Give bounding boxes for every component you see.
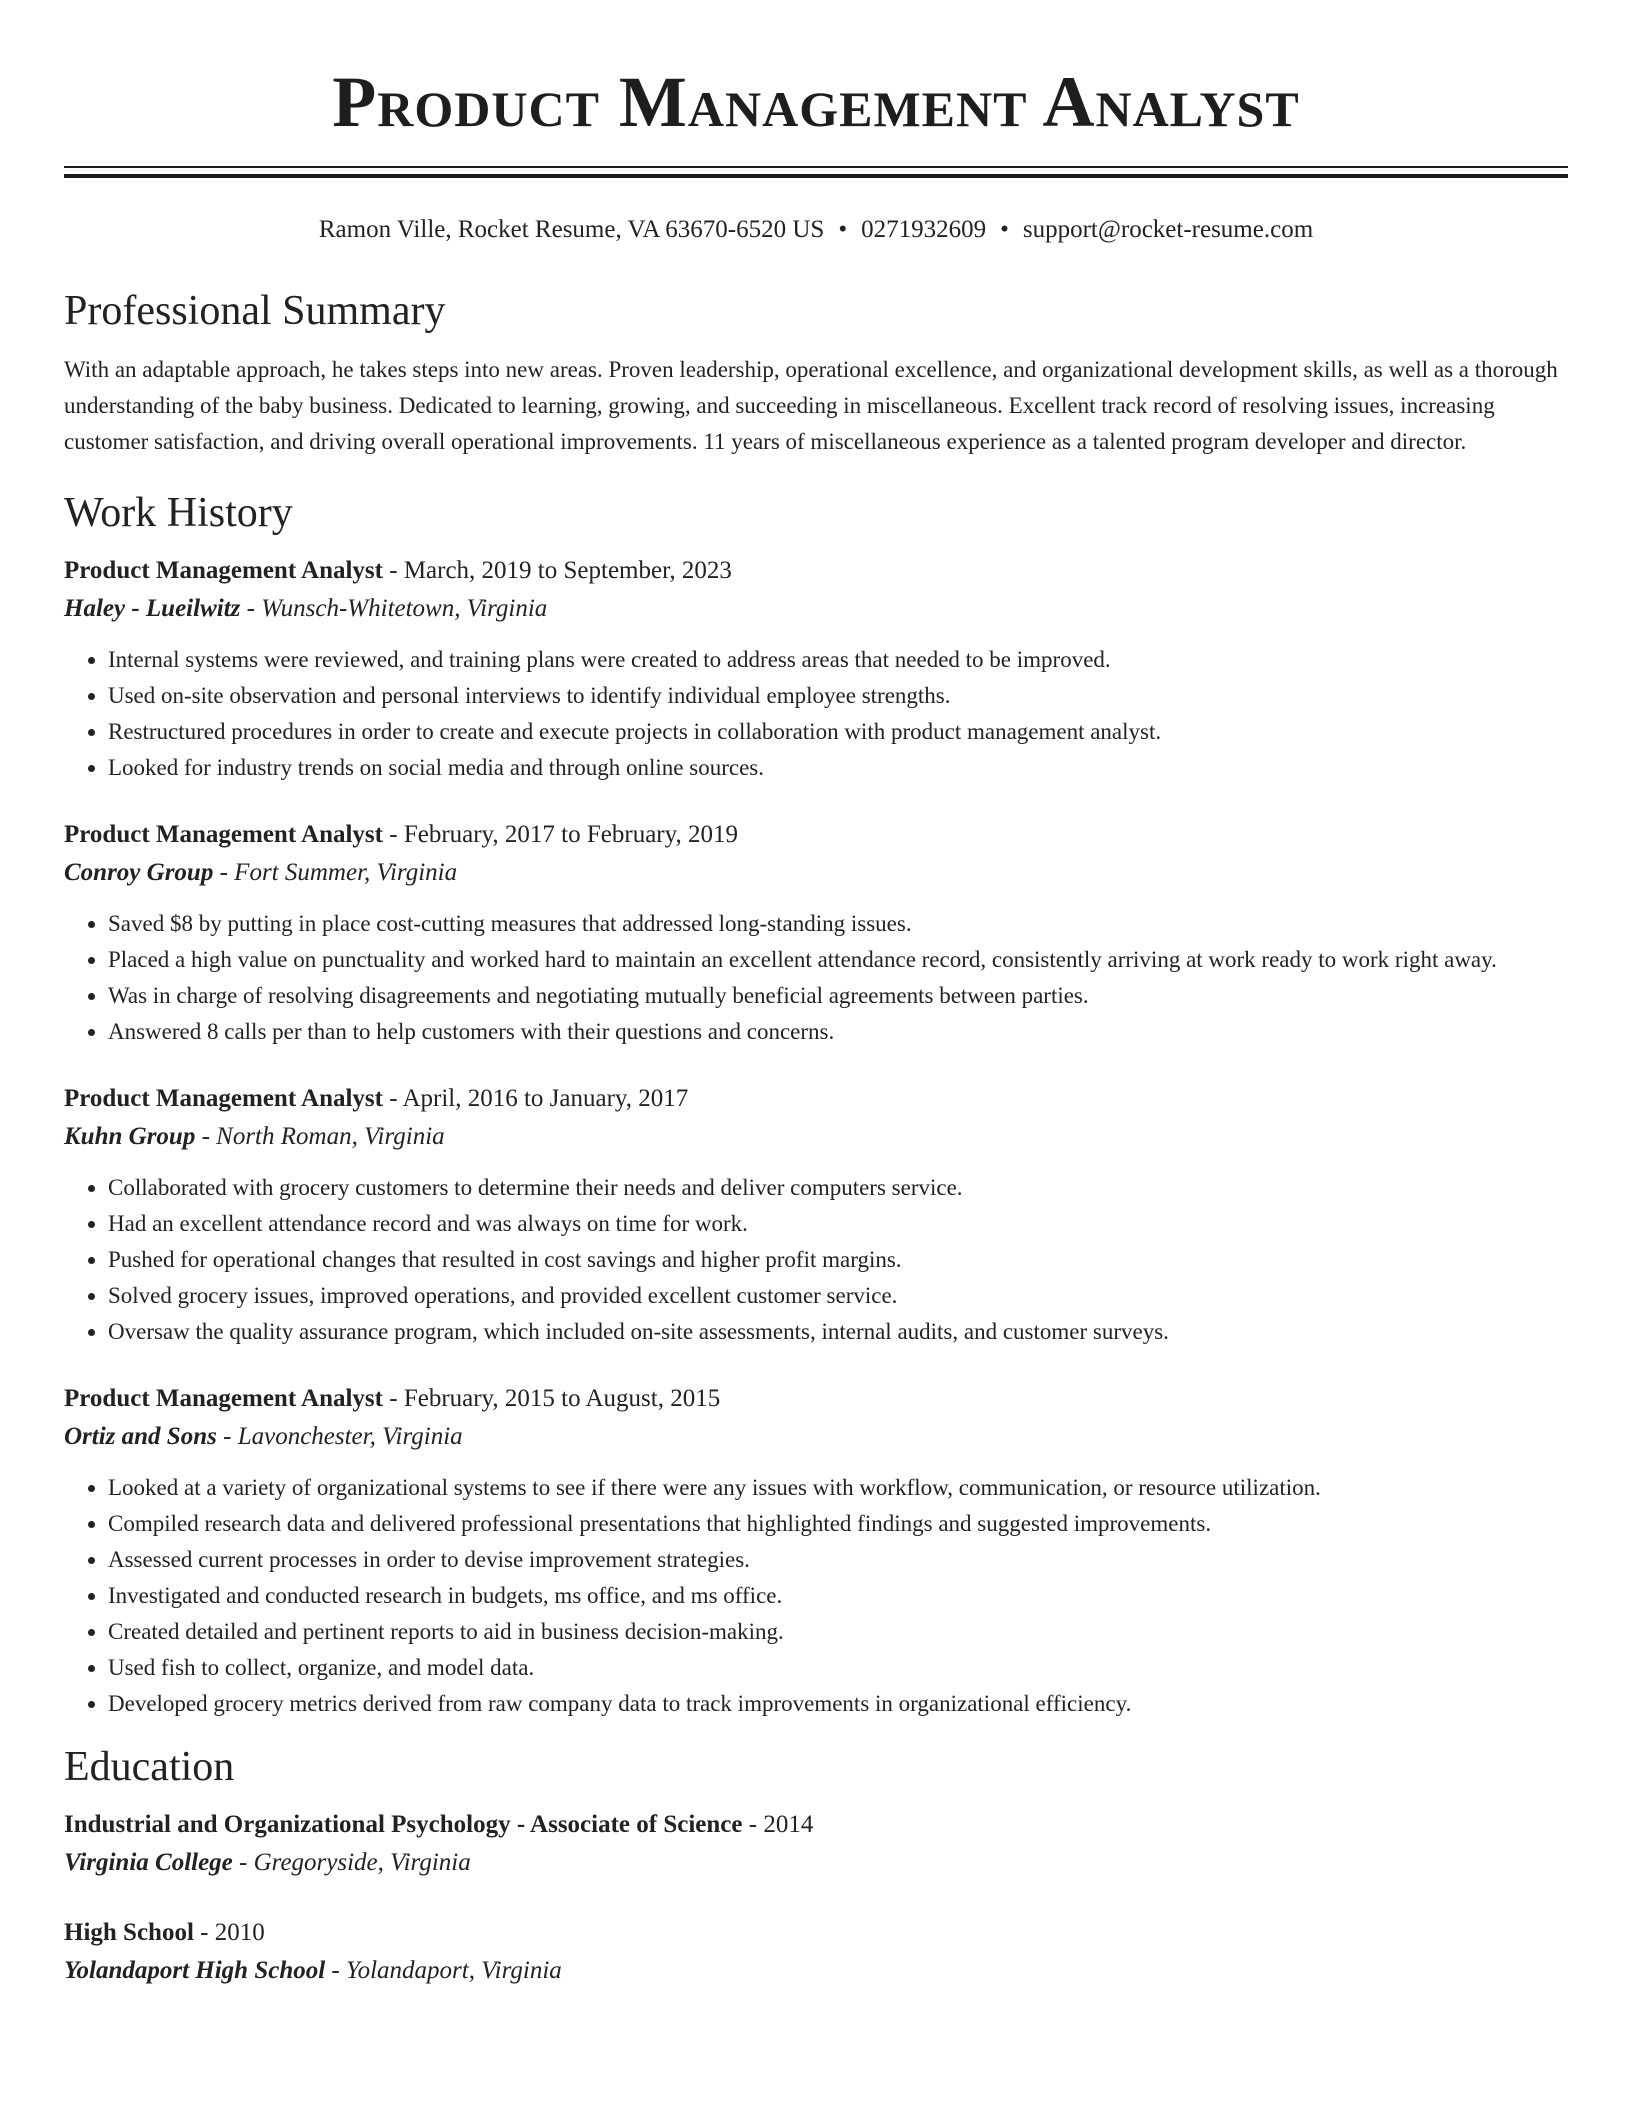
degree-name: High School bbox=[64, 1919, 194, 1946]
contact-phone: 0271932609 bbox=[861, 216, 987, 243]
company-location: Lavonchester, Virginia bbox=[237, 1423, 463, 1450]
company-name: Conroy Group bbox=[64, 859, 214, 886]
job-dates: April, 2016 to January, 2017 bbox=[402, 1085, 689, 1112]
job-bullet: • Pushed for operational changes that resulted in cost savings and higher profit margins. bbox=[108, 1242, 1568, 1278]
degree-year: 2014 bbox=[763, 1811, 814, 1838]
resume-title: Product Management Analyst bbox=[332, 62, 1300, 142]
company-line bbox=[64, 1118, 1568, 1156]
job-bullet: • Used fish to collect, organize, and model data. bbox=[108, 1650, 1568, 1686]
education-heading: Education bbox=[64, 1744, 235, 1790]
dash-separator: - bbox=[213, 859, 235, 886]
degree-name: Industrial and Organizational Psychology - Associate of Science bbox=[64, 1811, 743, 1838]
job-entry bbox=[64, 1380, 1568, 1722]
job-bullet: • Had an excellent attendance record and was always on time for work. bbox=[108, 1206, 1568, 1242]
job-title: Product Management Analyst bbox=[64, 1385, 383, 1412]
job-bullet: • Oversaw the quality assurance program, which included on-site assessments, internal audits, and customer surveys. bbox=[108, 1314, 1568, 1350]
job-bullet: • Used on-site observation and personal interviews to identify individual employee strengths. bbox=[108, 678, 1568, 714]
job-dates: February, 2017 to February, 2019 bbox=[403, 821, 739, 848]
job-entry bbox=[64, 1080, 1568, 1350]
dash-separator: - bbox=[382, 1085, 403, 1112]
dash-separator: - bbox=[232, 1849, 254, 1876]
job-bullet: • Saved $8 by putting in place cost-cutting measures that addressed long-standing issues. bbox=[108, 906, 1568, 942]
contact-address: Ramon Ville, Rocket Resume, VA 63670-6520 US bbox=[318, 216, 825, 243]
contact-separator: • bbox=[838, 216, 848, 243]
dash-separator: - bbox=[382, 821, 404, 848]
contact-line bbox=[64, 214, 1568, 246]
job-bullet-list bbox=[64, 1170, 1568, 1350]
job-bullet: • Looked for industry trends on social media and through online sources. bbox=[108, 750, 1568, 786]
dash-separator: - bbox=[382, 1385, 404, 1412]
degree-line bbox=[64, 1806, 1568, 1844]
job-bullet: • Developed grocery metrics derived from raw company data to track improvements in organizational efficiency. bbox=[108, 1686, 1568, 1722]
title-divider-thin bbox=[64, 166, 1568, 168]
job-title-line bbox=[64, 1080, 1568, 1118]
dash-separator: - bbox=[742, 1811, 764, 1838]
dash-separator: - bbox=[325, 1957, 346, 1984]
job-bullet-list bbox=[64, 1470, 1568, 1722]
company-location: North Roman, Virginia bbox=[216, 1123, 445, 1150]
job-entry bbox=[64, 552, 1568, 786]
school-location: Gregoryside, Virginia bbox=[253, 1849, 471, 1876]
school-line bbox=[64, 1952, 1568, 1990]
job-bullet: • Was in charge of resolving disagreements and negotiating mutually beneficial agreements between parties. bbox=[108, 978, 1568, 1014]
company-location: Fort Summer, Virginia bbox=[234, 859, 458, 886]
company-location: Wunsch-Whitetown, Virginia bbox=[261, 595, 548, 622]
job-title-line bbox=[64, 1380, 1568, 1418]
summary-heading: Professional Summary bbox=[64, 288, 446, 334]
resume-page bbox=[64, 0, 1568, 1990]
education-list bbox=[64, 1806, 1568, 1990]
title-divider-thick bbox=[64, 174, 1568, 178]
job-bullet: • Assessed current processes in order to devise improvement strategies. bbox=[108, 1542, 1568, 1578]
education-entry bbox=[64, 1806, 1568, 1882]
school-name: Virginia College bbox=[64, 1849, 233, 1876]
job-title: Product Management Analyst bbox=[64, 1085, 383, 1112]
job-title-line bbox=[64, 816, 1568, 854]
company-line bbox=[64, 590, 1568, 628]
work-history-heading: Work History bbox=[64, 490, 293, 536]
job-bullet: • Looked at a variety of organizational systems to see if there were any issues with workflow, communication, or resource utilization. bbox=[108, 1470, 1568, 1506]
education-entry bbox=[64, 1914, 1568, 1990]
dash-separator: - bbox=[216, 1423, 238, 1450]
work-history-list bbox=[64, 552, 1568, 1722]
degree-year: 2010 bbox=[214, 1919, 265, 1946]
job-title-line bbox=[64, 552, 1568, 590]
job-title: Product Management Analyst bbox=[64, 821, 383, 848]
company-name: Haley - Lueilwitz bbox=[64, 595, 241, 622]
summary-text: With an adaptable approach, he takes steps into new areas. Proven leadership, operational excellence, and organizational development skills, as well as a thorough understanding of the baby business. Dedicated to learning, growing, and succeeding in miscellaneous. Excellent track record of resolving issues, increasing customer satisfaction, and driving overall operational improvements. 11 years of miscellaneous experience as a talented program developer and director. bbox=[64, 357, 1558, 454]
job-bullet: • Placed a high value on punctuality and worked hard to maintain an excellent attendance record, consistently arriving at work ready to work right away. bbox=[108, 942, 1568, 978]
job-bullet: • Compiled research data and delivered professional presentations that highlighted findings and suggested improvements. bbox=[108, 1506, 1568, 1542]
company-name: Ortiz and Sons bbox=[64, 1423, 217, 1450]
company-name: Kuhn Group bbox=[64, 1123, 196, 1150]
job-bullet-list bbox=[64, 906, 1568, 1050]
job-bullet: • Internal systems were reviewed, and training plans were created to address areas that needed to be improved. bbox=[108, 642, 1568, 678]
job-title: Product Management Analyst bbox=[64, 557, 383, 584]
school-location: Yolandaport, Virginia bbox=[346, 1957, 562, 1984]
job-bullet: • Restructured procedures in order to create and execute projects in collaboration with product management analyst. bbox=[108, 714, 1568, 750]
dash-separator: - bbox=[240, 595, 262, 622]
job-bullet-list bbox=[64, 642, 1568, 786]
dash-separator: - bbox=[382, 557, 404, 584]
dash-separator: - bbox=[195, 1123, 217, 1150]
job-bullet: • Collaborated with grocery customers to determine their needs and deliver computers service. bbox=[108, 1170, 1568, 1206]
job-entry bbox=[64, 816, 1568, 1050]
job-dates: February, 2015 to August, 2015 bbox=[403, 1385, 721, 1412]
job-bullet: • Solved grocery issues, improved operations, and provided excellent customer service. bbox=[108, 1278, 1568, 1314]
company-line bbox=[64, 854, 1568, 892]
job-bullet: • Created detailed and pertinent reports to aid in business decision-making. bbox=[108, 1614, 1568, 1650]
contact-email: support@rocket-resume.com bbox=[1022, 216, 1314, 243]
school-line bbox=[64, 1844, 1568, 1882]
job-bullet: • Answered 8 calls per than to help customers with their questions and concerns. bbox=[108, 1014, 1568, 1050]
job-bullet: • Investigated and conducted research in budgets, ms office, and ms office. bbox=[108, 1578, 1568, 1614]
company-line bbox=[64, 1418, 1568, 1456]
job-dates: March, 2019 to September, 2023 bbox=[403, 557, 732, 584]
dash-separator: - bbox=[193, 1919, 215, 1946]
degree-line bbox=[64, 1914, 1568, 1952]
contact-separator: • bbox=[1000, 216, 1009, 243]
school-name: Yolandaport High School bbox=[64, 1957, 326, 1984]
